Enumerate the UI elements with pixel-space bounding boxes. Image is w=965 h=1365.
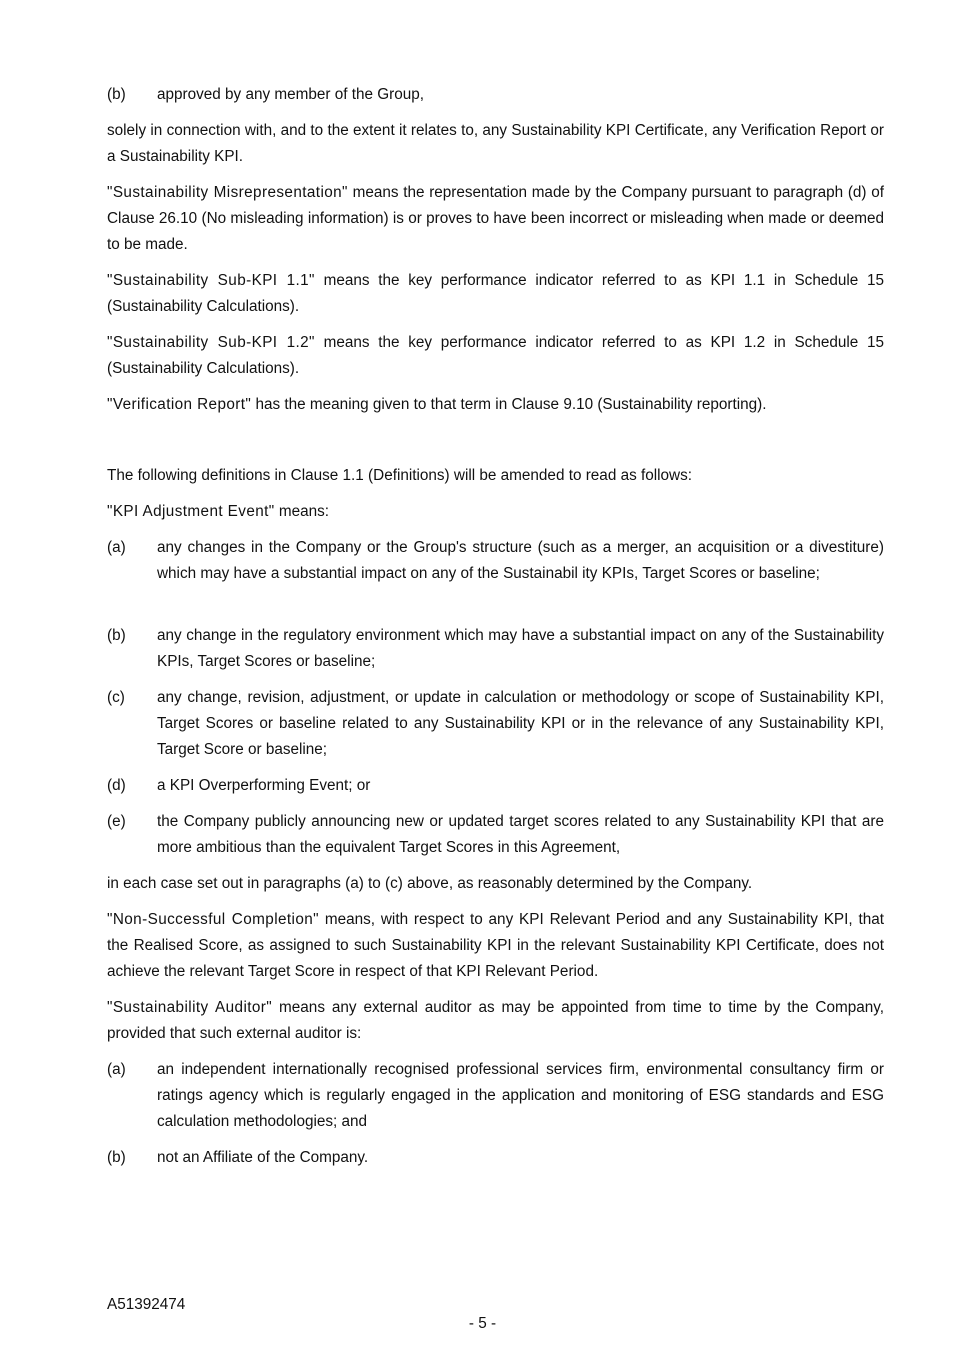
item-label: (c): [107, 689, 125, 706]
item-label: (b): [107, 627, 126, 644]
defined-term: "Sustainability Sub-KPI 1.1": [107, 272, 315, 289]
definition-kpi-adjustment-event: [107, 499, 884, 525]
list-item: [107, 1057, 884, 1135]
item-label: (d): [107, 777, 126, 794]
item-text: a KPI Overperforming Event; or: [157, 777, 371, 794]
definition-body: means the key performance indicator referred to as KPI 1.1 in Schedule 15 (Sustainability Calculations).: [107, 272, 884, 315]
definition-verification-report: [107, 392, 884, 418]
defined-term: "KPI Adjustment Event": [107, 503, 275, 520]
definition-sub-kpi-1-2: [107, 330, 884, 382]
item-label: (b): [107, 86, 126, 103]
defined-term: "Sustainability Sub-KPI 1.2": [107, 334, 315, 351]
definition-body: means the key performance indicator referred to as KPI 1.2 in Schedule 15 (Sustainability Calculations).: [107, 334, 884, 377]
page-number: - 5 -: [468, 1315, 497, 1332]
definition-sub-kpi-1-1: [107, 268, 884, 320]
defined-term: "Verification Report": [107, 396, 252, 413]
defined-term: "Sustainability Misrepresentation": [107, 184, 348, 201]
definition-body: means:: [274, 503, 330, 520]
list-item: [107, 685, 884, 763]
definition-sustainability-misrepresentation: [107, 180, 884, 258]
definition-body: has the meaning given to that term in Clause 9.10 (Sustainability reporting).: [251, 396, 767, 413]
item-text: an independent internationally recognised professional services firm, environmental consultancy firm or ratings agency which is regularly engaged in the application and monitoring of ESG standards and ESG calculation methodologies; and: [157, 1061, 884, 1130]
item-text: any change, revision, adjustment, or update in calculation or methodology or scope of Sustainability KPI, Target Scores or baseline related to any Sustainability KPI or in the relevance of any Sustainability KPI, Target Score or baseline;: [157, 689, 884, 758]
paragraph-each-case: in each case set out in paragraphs (a) to (c) above, as reasonably determined by the Company.: [107, 875, 753, 892]
list-item: [107, 82, 884, 108]
list-item: [107, 535, 884, 587]
item-label: (a): [107, 1061, 126, 1078]
document-reference: A51392474: [107, 1296, 186, 1313]
list-item: [107, 1145, 884, 1171]
item-text: any change in the regulatory environment which may have a substantial impact on any of the Sustainability KPIs, Target Scores or baseline;: [157, 627, 884, 670]
list-item: [107, 623, 884, 675]
item-label: (a): [107, 539, 126, 556]
definition-body: means the representation made by the Company pursuant to paragraph (d) of Clause 26.10 (No misleading information) is or proves to have been incorrect or misleading when made or deemed to be made.: [107, 184, 884, 253]
list-item: [107, 773, 884, 799]
defined-term: "Sustainability Auditor": [107, 999, 273, 1016]
definition-body: means, with respect to any KPI Relevant Period and any Sustainability KPI, that the Realised Score, as assigned to such Sustainability KPI in the relevant Sustainability KPI Certificate, does not achieve the relevant Target Score in respect of that KPI Relevant Period.: [107, 911, 884, 980]
definition-sustainability-auditor: [107, 995, 884, 1047]
item-label: (e): [107, 813, 126, 830]
item-text: approved by any member of the Group,: [157, 86, 424, 103]
item-text: not an Affiliate of the Company.: [157, 1149, 369, 1166]
paragraph-solely: solely in connection with, and to the extent it relates to, any Sustainability KPI Certificate, any Verification Report or a Sustainability KPI.: [107, 122, 884, 165]
item-text: the Company publicly announcing new or updated target scores related to any Sustainability KPI that are more ambitious than the equivalent Target Scores in this Agreement,: [157, 813, 884, 856]
defined-term: "Non-Successful Completion": [107, 911, 320, 928]
item-label: (b): [107, 1149, 126, 1166]
list-item: [107, 809, 884, 861]
amendment-intro: The following definitions in Clause 1.1 (Definitions) will be amended to read as follows:: [107, 467, 692, 484]
definition-non-successful-completion: [107, 907, 884, 985]
definition-body: means any external auditor as may be appointed from time to time by the Company, provided that such external auditor is:: [107, 999, 884, 1042]
item-text: any changes in the Company or the Group's structure (such as a merger, an acquisition or a divestiture) which may have a substantial impact on any of the Sustainabil ity KPIs, Target Scores or baseline;: [157, 539, 884, 582]
